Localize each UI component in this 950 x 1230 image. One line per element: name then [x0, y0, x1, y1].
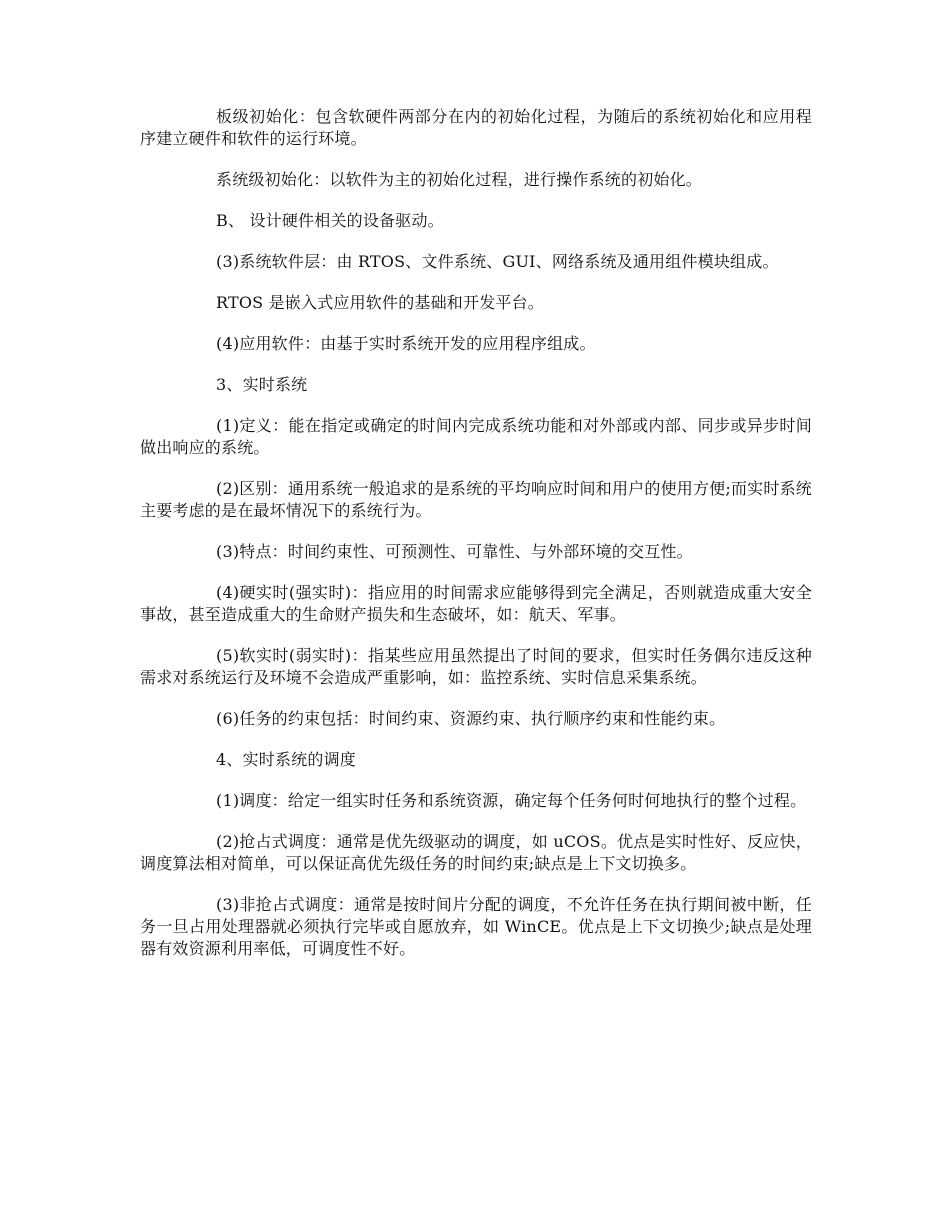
paragraph-hard-realtime: (4)硬实时(强实时)：指应用的时间需求应能够得到完全满足，否则就造成重大安全事故，甚至造成重大的生命财产损失和生态破坏，如：航天、军事。 — [140, 583, 812, 624]
paragraph-application-software: (4)应用软件：由基于实时系统开发的应用程序组成。 — [216, 334, 596, 353]
paragraph-rtos: RTOS 是嵌入式应用软件的基础和开发平台。 — [216, 293, 545, 312]
paragraph-definition: (1)定义：能在指定或确定的时间内完成系统功能和对外部或内部、同步或异步时间做出响应的系统。 — [140, 416, 812, 457]
paragraph-system-software-layer: (3)系统软件层：由 RTOS、文件系统、GUI、网络系统及通用组件模块组成。 — [216, 252, 779, 271]
paragraph-soft-realtime: (5)软实时(弱实时)：指某些应用虽然提出了时间的要求，但实时任务偶尔违反这种需求对系统运行及环境不会造成严重影响，如：监控系统、实时信息采集系统。 — [140, 646, 812, 687]
paragraph-preemptive-scheduling: (2)抢占式调度：通常是优先级驱动的调度，如 uCOS。优点是实时性好、反应快，调度算法相对简单，可以保证高优先级任务的时间约束;缺点是上下文切换多。 — [140, 832, 812, 873]
paragraph-non-preemptive-scheduling: (3)非抢占式调度：通常是按时间片分配的调度，不允许任务在执行期间被中断，任务一旦占用处理器就必须执行完毕或自愿放弃，如 WinCE。优点是上下文切换少;缺点是处理器有效资源利用率低，可调度性不好。 — [140, 895, 812, 958]
paragraph-difference: (2)区别：通用系统一般追求的是系统的平均响应时间和用户的使用方便;而实时系统主要考虑的是在最坏情况下的系统行为。 — [140, 479, 812, 520]
paragraph-characteristics: (3)特点：时间约束性、可预测性、可靠性、与外部环境的交互性。 — [216, 542, 693, 561]
paragraph-scheduling-definition: (1)调度：给定一组实时任务和系统资源，确定每个任务何时何地执行的整个过程。 — [216, 791, 807, 810]
paragraph-device-driver: B、 设计硬件相关的设备驱动。 — [216, 211, 444, 230]
section-heading-realtime-system: 3、实时系统 — [216, 375, 308, 394]
paragraph-board-init: 板级初始化：包含软硬件两部分在内的初始化过程，为随后的系统初始化和应用程序建立硬件和软件的运行环境。 — [140, 107, 812, 148]
paragraph-task-constraints: (6)任务的约束包括：时间约束、资源约束、执行顺序约束和性能约束。 — [216, 709, 726, 728]
document-body — [140, 106, 812, 979]
section-heading-scheduling: 4、实时系统的调度 — [216, 750, 356, 769]
paragraph-system-init: 系统级初始化：以软件为主的初始化过程，进行操作系统的初始化。 — [216, 170, 703, 189]
